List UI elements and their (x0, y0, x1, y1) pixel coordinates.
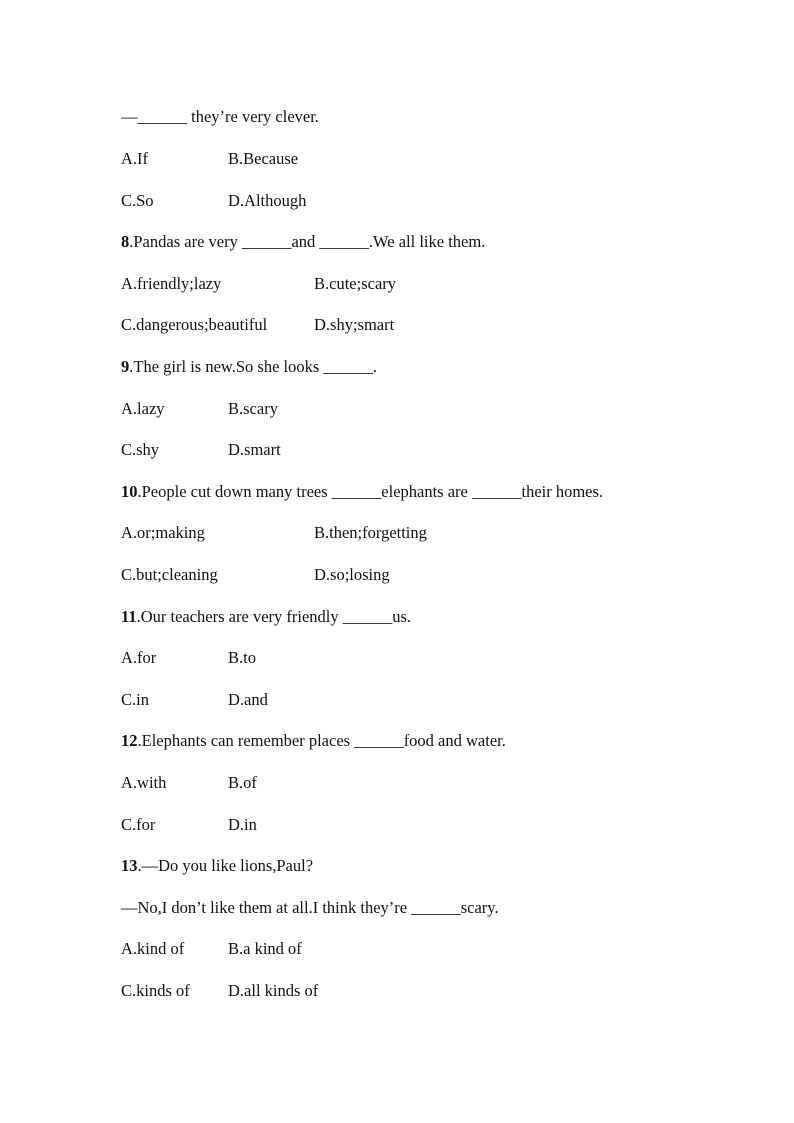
q12-option-a: A.with (121, 773, 167, 792)
q8-number: 8 (121, 232, 130, 251)
q12-option-c: C.for (121, 815, 156, 834)
q10-stem: .People cut down many trees ______elephants are ______their homes. (137, 482, 604, 501)
q11-number: 11 (121, 607, 137, 626)
q8-option-c: C.dangerous;beautiful (121, 315, 268, 334)
q9-option-d: D.smart (228, 440, 281, 459)
q13-option-b: B.a kind of (228, 939, 302, 958)
q9-number: 9 (121, 357, 130, 376)
q13-question (121, 856, 313, 876)
q8-option-d: D.shy;smart (314, 315, 395, 334)
q12-number: 12 (121, 731, 138, 750)
q10-option-c: C.but;cleaning (121, 565, 218, 584)
q13-answer-line: —No,I don’t like them at all.I think they’re ______scary. (121, 898, 499, 917)
q11-question (121, 607, 411, 627)
q11-option-d: D.and (228, 690, 268, 709)
q8-question (121, 232, 485, 252)
q11-option-b: B.to (228, 648, 256, 667)
q12-stem: .Elephants can remember places ______food and water. (137, 731, 506, 750)
q13-option-a: A.kind of (121, 939, 185, 958)
q13-stem: .—Do you like lions,Paul? (137, 856, 314, 875)
q9-question (121, 357, 377, 377)
q8-option-b: B.cute;scary (314, 274, 397, 293)
q9-option-c: C.shy (121, 440, 160, 459)
q13-option-c: C.kinds of (121, 981, 190, 1000)
q10-option-b: B.then;forgetting (314, 523, 427, 542)
q12-option-b: B.of (228, 773, 257, 792)
q7-option-d: D.Although (228, 191, 307, 210)
q10-number: 10 (121, 482, 138, 501)
q10-option-a: A.or;making (121, 523, 205, 542)
q9-option-a: A.lazy (121, 399, 165, 418)
q8-option-a: A.friendly;lazy (121, 274, 222, 293)
q11-option-a: A.for (121, 648, 157, 667)
q7-option-b: B.Because (228, 149, 299, 168)
q8-stem: .Pandas are very ______and ______.We all like them. (129, 232, 486, 251)
q10-question (121, 482, 603, 502)
q9-stem: .The girl is new.So she looks ______. (129, 357, 378, 376)
q7-answer-line: —______ they’re very clever. (121, 107, 319, 126)
q13-option-d: D.all kinds of (228, 981, 319, 1000)
q13-number: 13 (121, 856, 138, 875)
q10-option-d: D.so;losing (314, 565, 390, 584)
q11-stem: .Our teachers are very friendly ______us. (136, 607, 412, 626)
q12-question (121, 731, 506, 751)
q9-option-b: B.scary (228, 399, 278, 418)
q7-option-a: A.If (121, 149, 149, 168)
q11-option-c: C.in (121, 690, 149, 709)
q12-option-d: D.in (228, 815, 257, 834)
q7-option-c: C.So (121, 191, 154, 210)
